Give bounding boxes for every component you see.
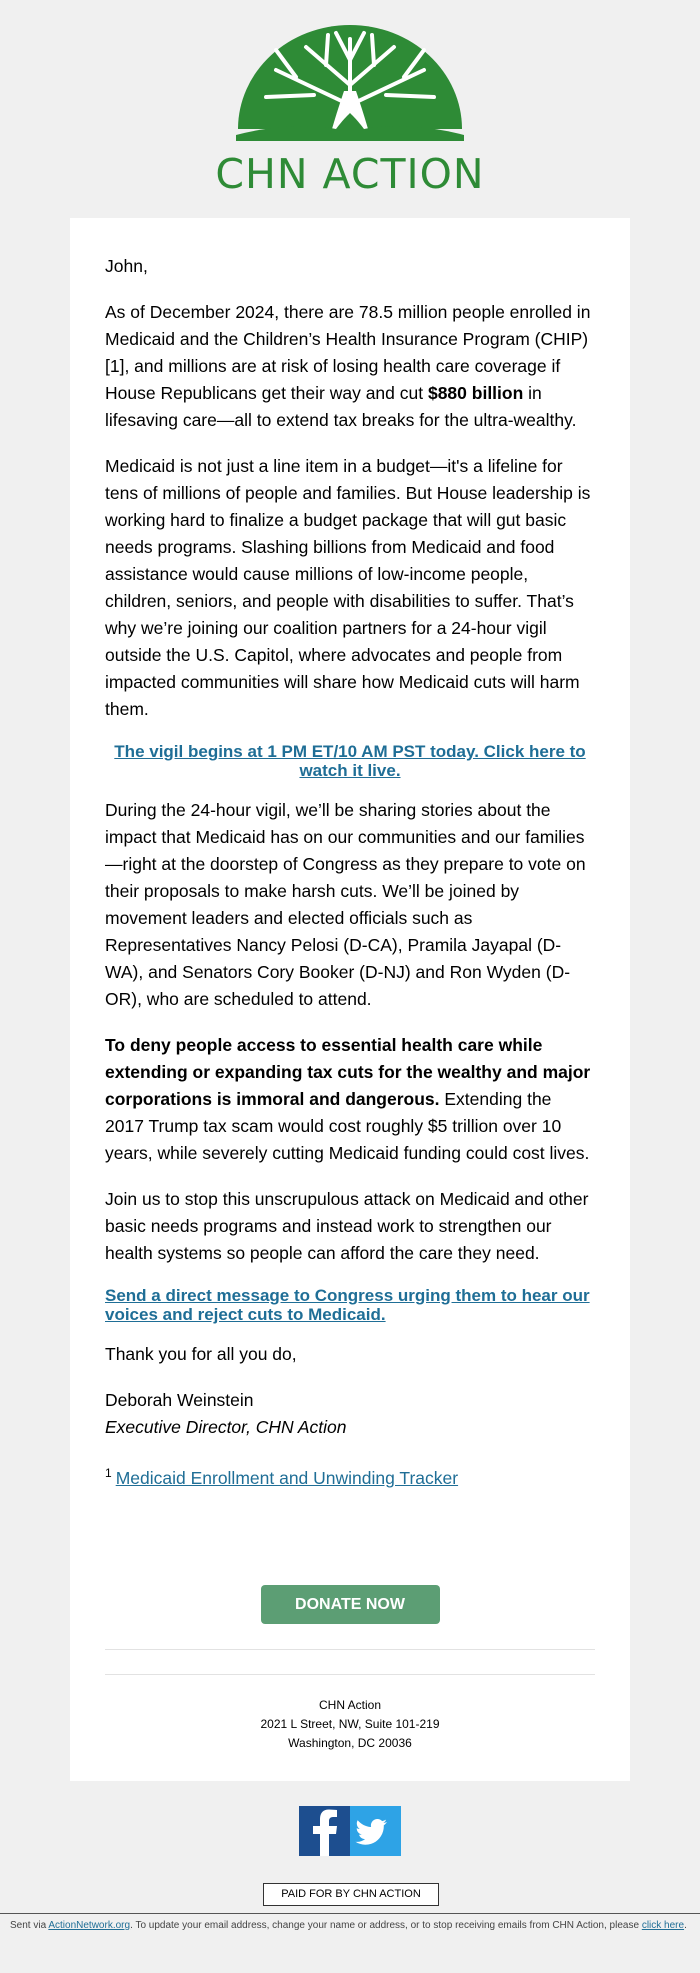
signer-name: Deborah Weinstein <box>105 1390 254 1410</box>
footnote-number: 1 <box>105 1466 112 1480</box>
donate-container <box>70 1585 630 1624</box>
paragraph-vigil: During the 24-hour vigil, we’ll be sharing stories about the impact that Medicaid has on our communities and our families—right at the doorstep of Congress as they prepare to vote on their proposals to make harsh cuts. We’ll be joined by movement leaders and elected officials such as Representatives Nancy Pelosi (D-CA), Pramila Jayapal (D-WA), and Senators Cory Booker (D-NJ) and Ron Wyden (D-OR), who are scheduled to attend. <box>105 800 586 1009</box>
tax-cuts-bold-text: To deny people access to essential health care while extending or expanding tax cuts for the wealthy and major corporations is immoral and dangerous. <box>105 1035 591 1109</box>
email-card <box>70 218 630 1781</box>
donate-button[interactable]: DONATE NOW <box>261 1585 440 1624</box>
address-street: 2021 L Street, NW, Suite 101-219 <box>260 1717 440 1731</box>
brand-name: CHN ACTION <box>215 150 485 198</box>
sent-via-text: Sent via <box>10 1920 49 1931</box>
paragraph-enrollment-text-a: As of December 2024, there are 78.5 million people enrolled in Medicaid and the Children’s Health Insurance Program (CHIP)[1], and millions are at risk of losing health care coverage if House Republicans get their way and cut <box>105 302 591 403</box>
divider <box>105 1674 595 1675</box>
facebook-icon[interactable] <box>299 1806 350 1856</box>
footnote <box>105 1460 595 1492</box>
social-links <box>299 1806 401 1856</box>
update-info-text: . To update your email address, change your name or address, or to stop receiving emails from CHN Action, please <box>130 1920 642 1931</box>
footer-divider <box>0 1913 700 1914</box>
thanks-text: Thank you for all you do, <box>105 1344 297 1364</box>
address-city: Washington, DC 20036 <box>288 1736 412 1750</box>
tax-cuts-text: Extending the 2017 Trump tax scam would cost roughly $5 trillion over 10 years, while severely cutting Medicaid funding could cost lives. <box>105 1089 590 1163</box>
tree-logo-icon <box>236 25 464 141</box>
mailing-address <box>70 1696 630 1753</box>
signer-title: Executive Director, CHN Action <box>105 1417 347 1437</box>
twitter-icon[interactable] <box>350 1806 401 1856</box>
message-congress-link[interactable]: Send a direct message to Congress urging them to hear our voices and reject cuts to Medicaid. <box>105 1286 590 1324</box>
email-body <box>105 253 595 1511</box>
actionnetwork-link[interactable]: ActionNetwork.org <box>48 1920 131 1931</box>
paragraph-enrollment-text-b: in lifesaving care—all to extend tax breaks for the ultra-wealthy. <box>105 383 577 430</box>
paid-for-by-notice: PAID FOR BY CHN ACTION <box>263 1883 439 1906</box>
signature <box>105 1387 595 1441</box>
paragraph-medicaid-lifeline: Medicaid is not just a line item in a budget—it's a lifeline for tens of millions of people and families. But House leadership is working hard to finalize a budget package that will gut basic needs programs. Slashing billions from Medicaid and food assistance would cause millions of low-income people, children, seniors, and people with disabilities to suffer. That’s why we’re joining our coalition partners for a 24-hour vigil outside the U.S. Capitol, where advocates and people from impacted communities will share how Medicaid cuts will harm them. <box>105 456 591 719</box>
address-org: CHN Action <box>318 1698 382 1712</box>
email-header <box>0 0 700 215</box>
greeting: John, <box>105 256 148 276</box>
amount-highlight: $880 billion <box>427 383 524 403</box>
paragraph-tax-cuts <box>105 1032 595 1167</box>
paragraph-join-us: Join us to stop this unscrupulous attack on Medicaid and other basic needs programs and instead work to strengthen our health systems so people can afford the care they need. <box>105 1189 589 1263</box>
unsubscribe-link[interactable]: click here <box>641 1920 685 1931</box>
paragraph-enrollment <box>105 299 595 434</box>
watch-vigil-link[interactable]: The vigil begins at 1 PM ET/10 AM PST today. Click here to watch it live. <box>114 742 586 780</box>
footer-period: . <box>684 1920 687 1931</box>
footnote-tracker-link[interactable]: Medicaid Enrollment and Unwinding Tracker <box>115 1468 459 1488</box>
divider <box>105 1649 595 1650</box>
footer-unsubscribe-text <box>10 1919 690 1932</box>
